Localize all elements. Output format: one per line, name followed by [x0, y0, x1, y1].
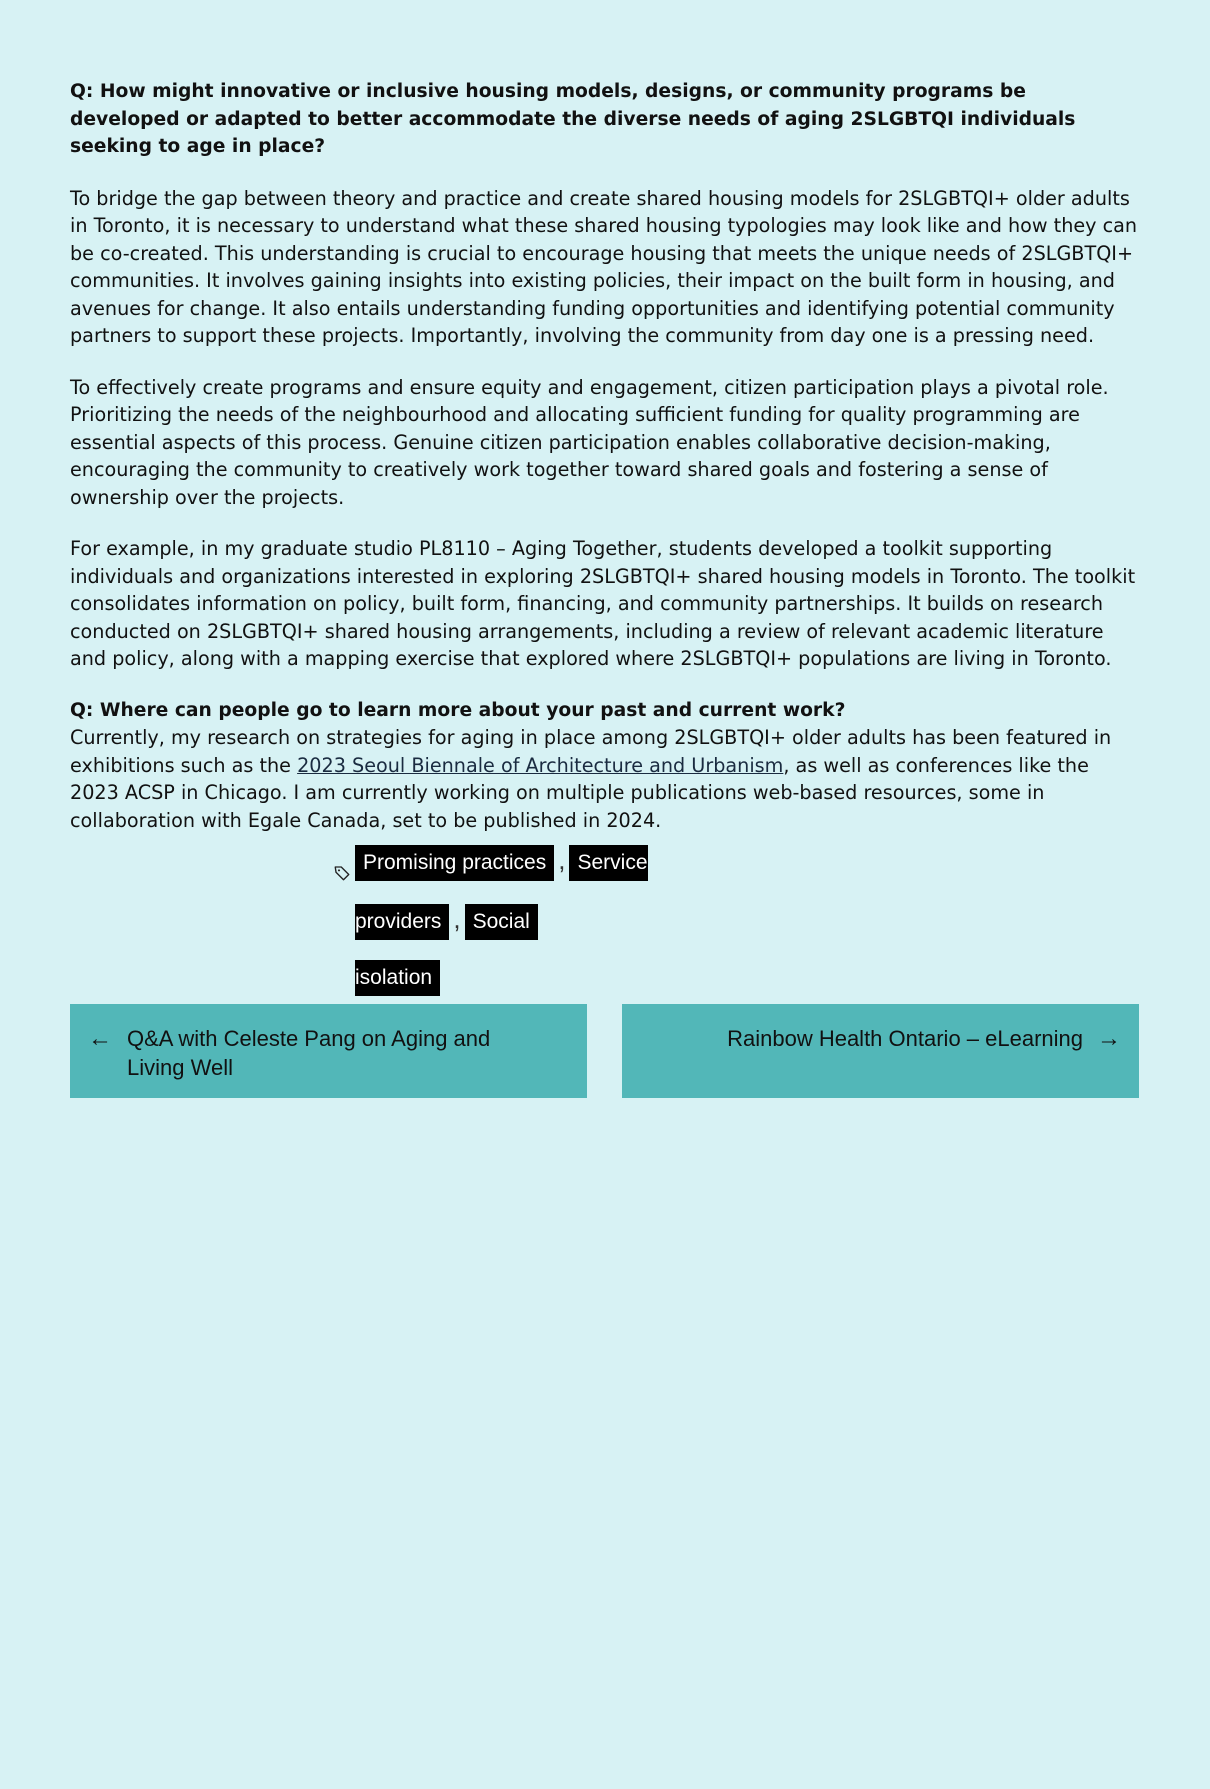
- paragraph: [70, 724, 1140, 834]
- article-content: [70, 78, 1140, 858]
- previous-post-title: Q&A with Celeste Pang on Aging and Living Well: [127, 1026, 491, 1080]
- arrow-left-icon: ←: [88, 1025, 112, 1052]
- tag-service-providers[interactable]: Service providers: [355, 845, 648, 940]
- question-heading: Q: How might innovative or inclusive housing models, designs, or community programs be developed or adapted to better accommodate the diverse needs of aging 2SLGBTQI individuals seeking to age in place?: [70, 81, 1076, 157]
- tag-social-isolation-cont[interactable]: isolation: [355, 960, 440, 996]
- question-heading: Q: Where can people go to learn more about your past and current work?: [70, 699, 846, 721]
- seoul-biennale-link[interactable]: 2023 Seoul Biennale of Architecture and Urbanism: [297, 753, 784, 777]
- post-tags: [355, 832, 835, 1006]
- next-post-link[interactable]: [622, 1004, 1139, 1098]
- tag-icon: [333, 864, 351, 882]
- tag-separator: ,: [558, 845, 566, 875]
- tag-list: [355, 832, 835, 1006]
- arrow-right-icon: →: [1097, 1025, 1121, 1052]
- next-post-title: Rainbow Health Ontario – eLearning: [727, 1026, 1083, 1051]
- tag-promising-practices[interactable]: Promising practices: [355, 845, 554, 881]
- previous-post-link[interactable]: [70, 1004, 587, 1098]
- paragraph-text: Currently, my research on strategies for aging in place among 2SLGBTQI+ older adults has been featured in exhibitions such as the: [70, 726, 1112, 777]
- tag-social-isolation[interactable]: Social: [465, 904, 538, 940]
- paragraph-text: , as well as conferences like the 2023 ACSP in Chicago. I am currently working on multiple publications web-based resources, some in collaboration with Egale Canada, set to be published in 2024.: [70, 753, 1089, 832]
- paragraph: To bridge the gap between theory and practice and create shared housing models for 2SLGBTQI+ older adults in Toronto, it is necessary to understand what these shared housing typologies may look like and how they can be co-created. This understanding is crucial to encourage housing that meets the unique needs of 2SLGBTQI+ communities. It involves gaining insights into existing policies, their impact on the built form in housing, and avenues for change. It also entails understanding funding opportunities and identifying potential community partners to support these projects. Importantly, involving the community from day one is a pressing need.: [70, 186, 1138, 347]
- tag-separator: ,: [453, 904, 461, 934]
- qa-block: [70, 697, 1140, 835]
- paragraph: For example, in my graduate studio PL8110 – Aging Together, students developed a toolkit supporting individuals and organizations interested in exploring 2SLGBTQI+ shared housing models in Toronto. The toolkit consolidates information on policy, built form, financing, and community partnerships. It builds on research conducted on 2SLGBTQI+ shared housing arrangements, including a review of relevant academic literature and policy, along with a mapping exercise that explored where 2SLGBTQI+ populations are living in Toronto.: [70, 537, 1136, 670]
- paragraph: To effectively create programs and ensure equity and engagement, citizen participation plays a pivotal role. Prioritizing the needs of the neighbourhood and allocating sufficient funding for quality programming are essential aspects of this process. Genuine citizen participation enables collaborative decision-making, encouraging the community to creatively work together toward shared goals and fostering a sense of ownership over the projects.: [70, 375, 1109, 509]
